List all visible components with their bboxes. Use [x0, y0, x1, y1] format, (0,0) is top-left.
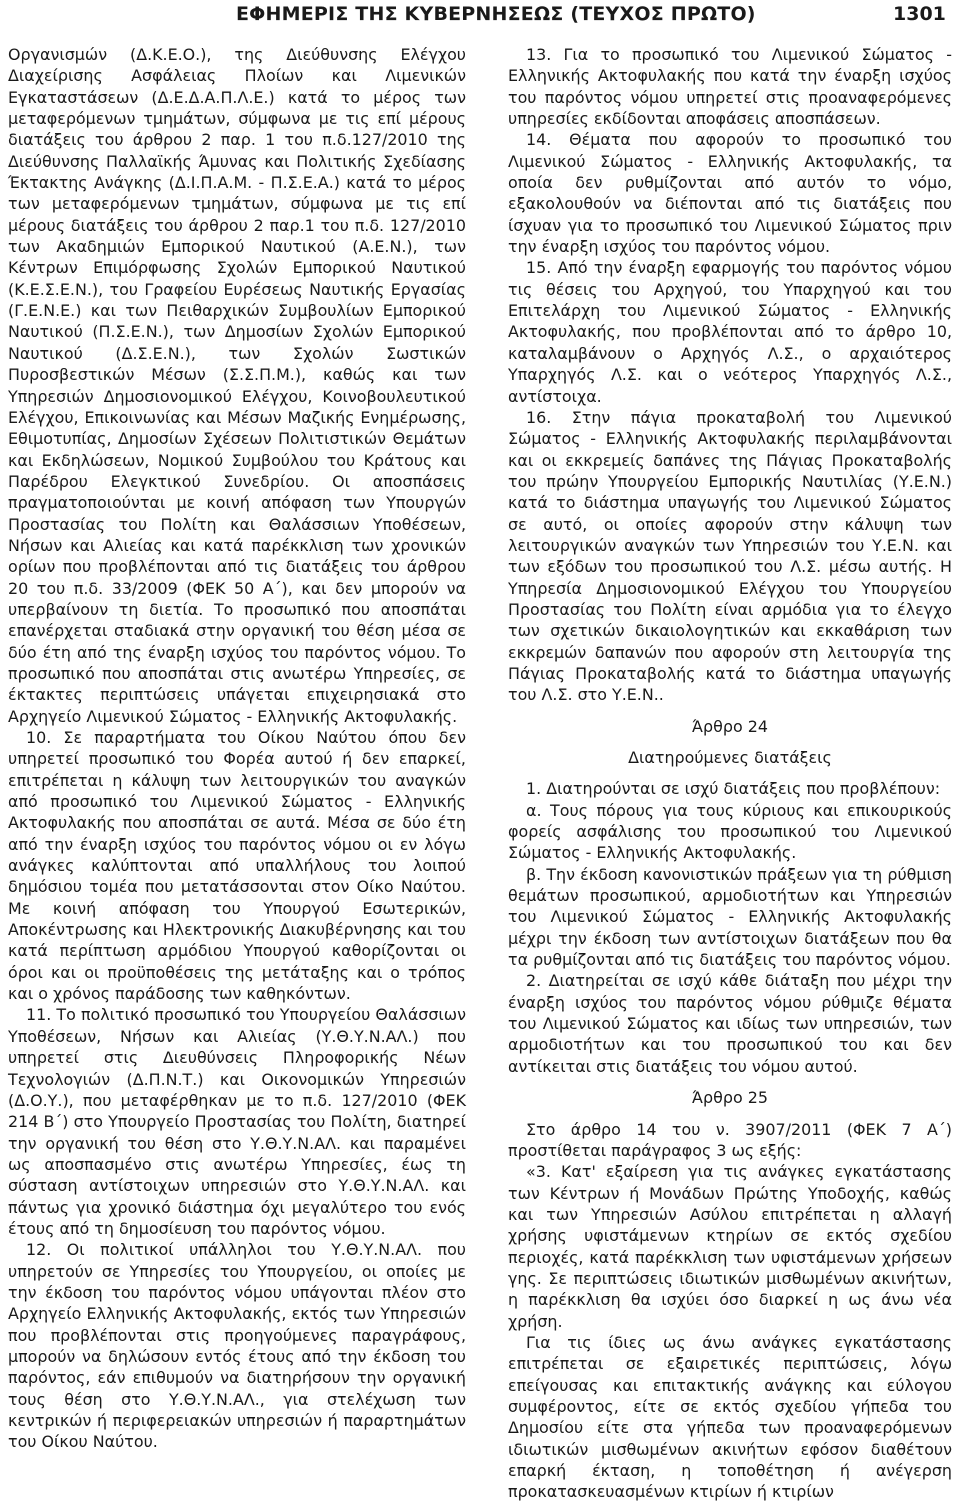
paragraph-continuation: Οργανισμών (Δ.Κ.Ε.Ο.), της Διεύθυνσης Ελέγχου Διαχείρισης Ασφάλειας Πλοίων και Λιμενικών Εγκαταστάσεων (Δ.Ε.Δ.Α.Π.Λ.Ε.) κατά το μέρος των μεταφερόμενων τμημάτων, σύμφωνα με τις επί μέρους διατάξεις του άρθρου 2 παρ. 1 του π.δ.127/2010 της Διεύθυνσης Παλλαϊκής Άμυνας και Πολιτικής Σχεδίασης Έκτακτης Ανάγκης (Δ.Ι.Π.Α.Μ. - Π.Σ.Ε.Α.) κατά το μέρος των μεταφερόμενων τμημάτων, σύμφωνα με τις επί μέρους διατάξεις του άρθρου 2 παρ.1 του π.δ. 127/2010 των Ακαδημιών Εμπορικού Ναυτικού (Α.Ε.Ν.), των Κέντρων Επιμόρφωσης Σχολών Εμπορικού Ναυτικού (Κ.Ε.Σ.Ε.Ν.), του Γραφείου Ευρέσεως Ναυτικής Εργασίας (Γ.Ε.Ν.Ε.) και των Πειθαρχικών Συμβουλίων Εμπορικού Ναυτικού (Π.Σ.Ε.Ν.), των Δημοσίων Σχολών Εμπορικού Ναυτικού (Δ.Σ.Ε.Ν.), των Σχολών Σωστικών Πυροσβεστικών Μέσων (Σ.Σ.Π.Μ.), καθώς και των Υπηρεσιών Δημοσιονομικού Ελέγχου, Κοινοβουλευτικού Ελέγχου, Επικοινωνίας και Μέσων Μαζικής Ενημέρωσης, Εθιμοτυπίας, Δημοσίων Σχέσεων Πολιτιστικών Θεμάτων και Εκδηλώσεων, Νομικού Συμβούλου του Κράτους και Παρέδρου Ελεγκτικού Συνεδρίου. Οι αποσπάσεις πραγματοποιούνται με κοινή απόφαση των Υπουργών Προστασίας του Πολίτη και Θαλάσσιων Υποθέσεων, Νήσων και Αλιείας και κατά παρέκκλιση των χρονικών ορίων που προβλέπονται από τις διατάξεις του άρθρου 20 του π.δ. 33/2009 (ΦΕΚ 50 Α΄), και δεν μπορούν να υπερβαίνουν τη διετία. Το προσωπικό που αποσπάται επανέρχεται σταδιακά στην οργανική του θέση μέσα σε δύο έτη από της έναρξη ισχύος του παρόντος νόμου. Το προσωπικό που αποσπάται στις ανωτέρω Υπηρεσίες, σε έκτακτες περιπτώσεις υπάγεται επιχειρησιακά στο Αρχηγείο Λιμενικού Σώματος - Ελληνικής Ακτοφυλακής. [8, 45, 466, 726]
gazette-title: ΕΦΗΜΕΡΙΣ ΤΗΣ ΚΥΒΕΡΝΗΣΕΩΣ (ΤΕΥΧΟΣ ΠΡΩΤΟ) [236, 3, 756, 25]
article-24-item-1: 1. Διατηρούνται σε ισχύ διατάξεις που προβλέπουν: [526, 779, 941, 799]
article-24-item-1b: β. Την έκδοση κανονιστικών πράξεων για τη ρύθμιση θεμάτων προσωπικού, αρμοδιοτήτων και Υπηρεσιών του Λιμενικού Σώματος - Ελληνικής Ακτοφυλακής μέχρι την έκδοση των αντίστοιχων διατάξεων που θα τα ρυθμίζονται από τις διατάξεις του παρόντος νόμου. [508, 864, 952, 970]
article-24-item-1a: α. Τους πόρους για τους κύριους και επικουρικούς φορείς ασφάλισης του προσωπικού του Λιμενικού Σώματος - Ελληνικής Ακτοφυλακής. [508, 800, 952, 863]
paragraph-14: 14. Θέματα που αφορούν το προσωπικό του Λιμενικού Σώματος - Ελληνικής Ακτοφυλακής, τα οποία δεν ρυθμίζονται από αυτόν το νόμο, εξακολουθούν να διέπονται από τις διατάξεις που ίσχυαν για το προσωπικό του Λιμενικού Σώματος πριν την έναρξη ισχύος του παρόντος νόμου. [508, 130, 952, 257]
article-24-heading: Άρθρο 24 [692, 716, 768, 736]
paragraph-11: 11. Το πολιτικό προσωπικό του Υπουργείου Θαλάσσιων Υποθέσεων, Νήσων και Αλιείας (Υ.Θ.Υ.Ν.ΑΛ.) που υπηρετεί στις Διευθύνσεις Πληροφορικής Νέων Τεχνολογιών (Δ.Π.Ν.Τ.) και Οικονομικών Υπηρεσιών (Δ.Ο.Υ.), που μεταφέρθηκαν με το π.δ. 127/2010 (ΦΕΚ 214 Β΄) στο Υπουργείο Προστασίας του Πολίτη, διατηρεί την οργανική του θέση στο Υ.Θ.Υ.Ν.ΑΛ. και παραμένει ως αποσπασμένο στις ανωτέρω Υπηρεσίες, έως τη σύσταση αντίστοιχων υπηρεσιών στο Υ.Θ.Υ.Ν.ΑΛ. και πάντως για χρονικό διάστημα όχι μεγαλύτερο του ενός έτους από τη δημοσίευση του παρόντος νόμου. [8, 1005, 466, 1238]
page-number: 1301 [893, 3, 946, 25]
right-column [508, 44, 952, 1503]
article-25-quote: «3. Κατ' εξαίρεση για τις ανάγκες εγκατάστασης των Κέντρων ή Μονάδων Πρώτης Υποδοχής, καθώς και των Υπηρεσιών Ασύλου επιτρέπεται η αλλαγή χρήσης υφιστάμενων κτηρίων σε εκτός σχεδίου περιοχές, κατά παρέκκλιση των υφιστάμενων χρήσεων γης. Σε περιπτώσεις ιδιωτικών μισθωμένων ακινήτων, η παρέκκλιση θα ισχύει όσο διαρκεί η ως άνω νέα χρήση. [508, 1162, 952, 1331]
article-25-heading: Άρθρο 25 [692, 1088, 768, 1108]
paragraph-12: 12. Οι πολιτικοί υπάλληλοι του Υ.Θ.Υ.Ν.ΑΛ. που υπηρετούν σε Υπηρεσίες του Υπουργείου, οι οποίες με την έκδοση του παρόντος νόμου υπάγονται πλέον στο Αρχηγείο Ελληνικής Ακτοφυλακής, εκτός των Υπηρεσιών που προβλέπονται στις προηγούμενες παραγράφους, μπορούν να δηλώσουν εντός έτους από την έκδοση του παρόντος, εάν επιθυμούν να διατηρήσουν την οργανική τους θέση στο Υ.Θ.Υ.Ν.ΑΛ., για στελέχωση των κεντρικών ή περιφερειακών υπηρεσιών ή παραρτημάτων του Οίκου Ναύτου. [8, 1240, 466, 1452]
paragraph-15: 15. Από την έναρξη εφαρμογής του παρόντος νόμου τις θέσεις του Αρχηγού, του Υπαρχηγού και του Επιτελάρχη του Λιμενικού Σώματος - Ελληνικής Ακτοφυλακής, που προβλέπονται από το άρθρο 10, καταλαμβάνουν ο Αρχηγός Λ.Σ., ο αρχαιότερος Υπαρχηγός Λ.Σ. και ο νεότερος Υπαρχηγός Λ.Σ., αντίστοιχα. [508, 258, 952, 406]
article-25-paragraph: Για τις ίδιες ως άνω ανάγκες εγκατάστασης επιτρέπεται σε εξαιρετικές περιπτώσεις, λόγω επείγουσας και επιτακτικής ανάγκης και εύλογου συμφέροντος, είτε σε εκτός σχεδίου γήπεδα του Δημοσίου είτε στα γήπεδα των προαναφερόμενων ιδιωτικών μισθωμένων ακινήτων εφόσον διαθέτουν επαρκή έκταση, η τοποθέτηση ή ανέγερση προκατασκευασμένων κτιρίων ή κτιρίων [508, 1332, 952, 1502]
page-header [0, 0, 960, 32]
article-25-intro: Στο άρθρο 14 του ν. 3907/2011 (ΦΕΚ 7 Α΄) προστίθεται παράγραφος 3 ως εξής: [508, 1119, 952, 1160]
paragraph-13: 13. Για το προσωπικό του Λιμενικού Σώματος - Ελληνικής Ακτοφυλακής που κατά την έναρξη ισχύος του παρόντος νόμου υπηρετεί στις προαναφερόμενες υπηρεσίες εκδίδονται αποφάσεις αποσπάσεων. [508, 45, 952, 129]
paragraph-16: 16. Στην πάγια προκαταβολή του Λιμενικού Σώματος - Ελληνικής Ακτοφυλακής περιλαμβάνονται και οι εκκρεμείς δαπάνες της Πάγιας Προκαταβολής του πρώην Υπουργείου Εμπορικής Ναυτιλίας (Υ.Ε.Ν.) κατά το διάστημα υπαγωγής του Λιμενικού Σώματος σε αυτό, οι οποίες αφορούν στην κάλυψη των λειτουργικών αναγκών των Υπηρεσιών του Υ.Ε.Ν. και των εξόδων του προσωπικού του Λ.Σ. μέσω αυτής. Η Υπηρεσία Δημοσιονομικού Ελέγχου του Υπουργείου Προστασίας του Πολίτη είναι αρμόδια για το έλεγχο των σχετικών δικαιολογητικών και εκκαθάριση των εκκρεμών δαπανών που αφορούν στη λειτουργία της Πάγιας Προκαταβολής κατά το διάστημα υπαγωγής του Λ.Σ. στο Υ.Ε.Ν.. [508, 407, 952, 705]
paragraph-10: 10. Σε παραρτήματα του Οίκου Ναύτου όπου δεν υπηρετεί προσωπικό του Φορέα αυτού ή δεν επαρκεί, επιτρέπεται η κάλυψη των λειτουργικών του αναγκών από προσωπικό του Λιμενικού Σώματος - Ελληνικής Ακτοφυλακής που αποσπάται σε αυτά. Μέσα σε δύο έτη από την έναρξη ισχύος του παρόντος νόμου οι εν λόγω ανάγκες καλύπτονται από υπαλλήλους του λοιπού δημόσιου τομέα που μετατάσσονται στον Οίκο Ναύτου. Με κοινή απόφαση του Υπουργού Εσωτερικών, Αποκέντρωσης και Ηλεκτρονικής Διακυβέρνησης και του κατά περίπτωση αρμόδιου Υπουργού καθορίζονται οι όροι και οι προϋποθέσεις της μετάταξης και ο τρόπος και ο χρόνος παράδοσης των καθηκόντων. [8, 728, 466, 1004]
article-24-item-2: 2. Διατηρείται σε ισχύ κάθε διάταξη που μέχρι την έναρξη ισχύος του παρόντος νόμου ρύθμιζε θέματα του Λιμενικού Σώματος και ιδίως των υπηρεσιών, των αρμοδιοτήτων και του προσωπικού του και δεν αντίκειται στις διατάξεις του νόμου αυτού. [508, 971, 952, 1076]
article-24-subtitle: Διατηρούμενες διατάξεις [628, 748, 832, 767]
left-column [8, 44, 466, 1453]
